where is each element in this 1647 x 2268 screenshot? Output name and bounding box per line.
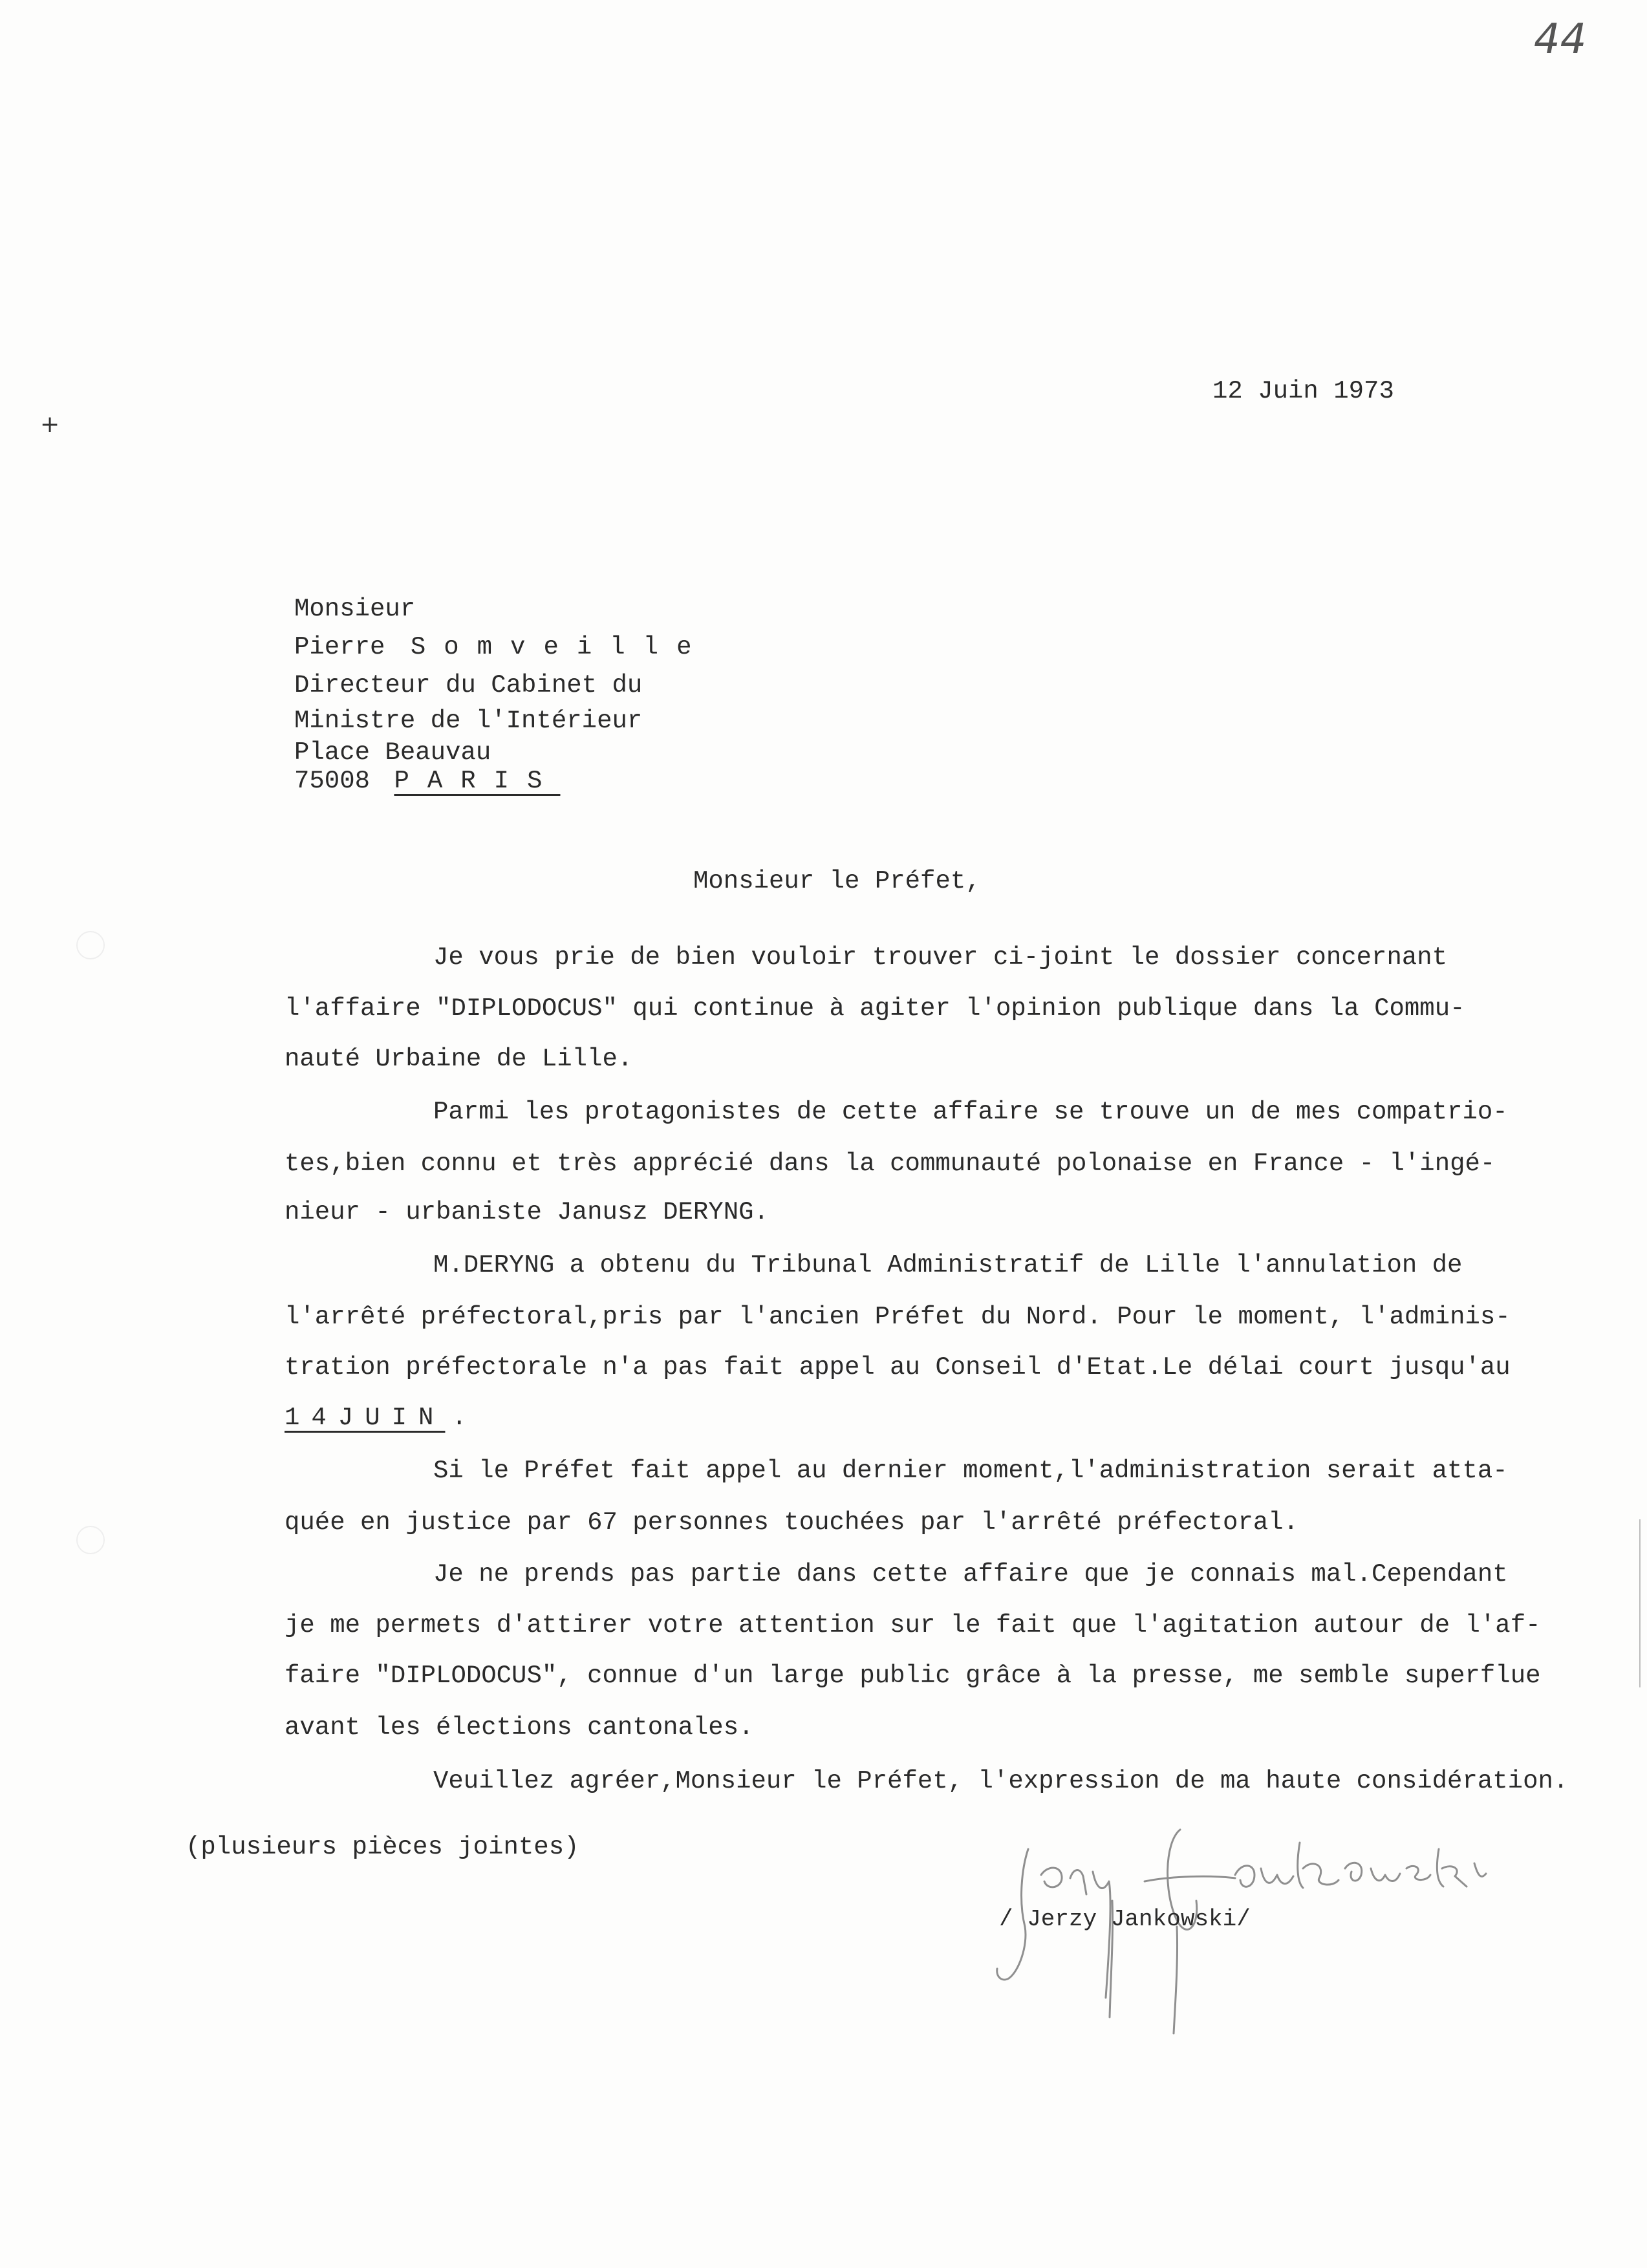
- body-line: je me permets d'attirer votre attention sur le fait que l'agitation autour de l'af-: [285, 1611, 1541, 1640]
- body-line: avant les élections cantonales.: [285, 1713, 754, 1742]
- handwritten-signature: [951, 1804, 1565, 2062]
- page-number: 44: [1534, 16, 1587, 63]
- salutation: Monsieur le Préfet,: [693, 867, 981, 895]
- punch-hole-mark: [76, 1526, 105, 1554]
- address-line: Monsieur: [294, 595, 416, 623]
- body-line: l'affaire "DIPLODOCUS" qui continue à agiter l'opinion publique dans la Commu-: [285, 994, 1465, 1023]
- deadline-period: .: [451, 1404, 467, 1432]
- body-line: Je vous prie de bien vouloir trouver ci-joint le dossier concernant: [433, 943, 1448, 972]
- body-line: Je ne prends pas partie dans cette affaire que je connais mal.Cependant: [433, 1560, 1508, 1589]
- body-line: nieur - urbaniste Janusz DERYNG.: [285, 1198, 769, 1226]
- address-city-line: [294, 769, 560, 794]
- letter-date: 12 Juin 1973: [1212, 377, 1394, 405]
- page-edge-shadow: [1639, 1519, 1641, 1687]
- closing-formula: Veuillez agréer,Monsieur le Préfet, l'expression de ma haute considération.: [433, 1767, 1569, 1795]
- body-line: nauté Urbaine de Lille.: [285, 1045, 633, 1073]
- body-line: l'arrêté préfectoral,pris par l'ancien Préfet du Nord. Pour le moment, l'adminis-: [285, 1303, 1511, 1331]
- body-line: Si le Préfet fait appel au dernier moment,l'administration serait atta-: [433, 1457, 1508, 1485]
- address-postcode: 75008: [294, 767, 371, 795]
- enclosures-note: (plusieurs pièces jointes): [186, 1833, 579, 1861]
- address-line: Directeur du Cabinet du: [294, 671, 643, 700]
- address-line: Place Beauvau: [294, 738, 491, 767]
- deadline-date: 14JUIN: [285, 1404, 446, 1432]
- signatory-name: / Jerzy Jankowski/: [999, 1906, 1251, 1932]
- recipient-surname: Somveille: [410, 633, 710, 661]
- body-line: faire "DIPLODOCUS", connue d'un large public grâce à la presse, me semble superflue: [285, 1662, 1541, 1690]
- address-city: PARIS: [394, 767, 561, 795]
- body-line: M.DERYNG a obtenu du Tribunal Administratif de Lille l'annulation de: [433, 1251, 1463, 1279]
- body-line: tes,bien connu et très apprécié dans la communauté polonaise en France - l'ingé-: [285, 1150, 1496, 1178]
- body-line: Parmi les protagonistes de cette affaire se trouve un de mes compatrio-: [433, 1098, 1508, 1126]
- body-line: tration préfectorale n'a pas fait appel au Conseil d'Etat.Le délai court jusqu'au: [285, 1353, 1511, 1382]
- address-line: Ministre de l'Intérieur: [294, 707, 643, 735]
- punch-hole-mark: [76, 931, 105, 959]
- address-recipient-name: [294, 635, 709, 660]
- recipient-first-name: Pierre: [294, 633, 385, 661]
- body-line: quée en justice par 67 personnes touchées par l'arrêté préfectoral.: [285, 1508, 1299, 1537]
- margin-mark: +: [40, 411, 60, 438]
- deadline-line: [285, 1406, 467, 1431]
